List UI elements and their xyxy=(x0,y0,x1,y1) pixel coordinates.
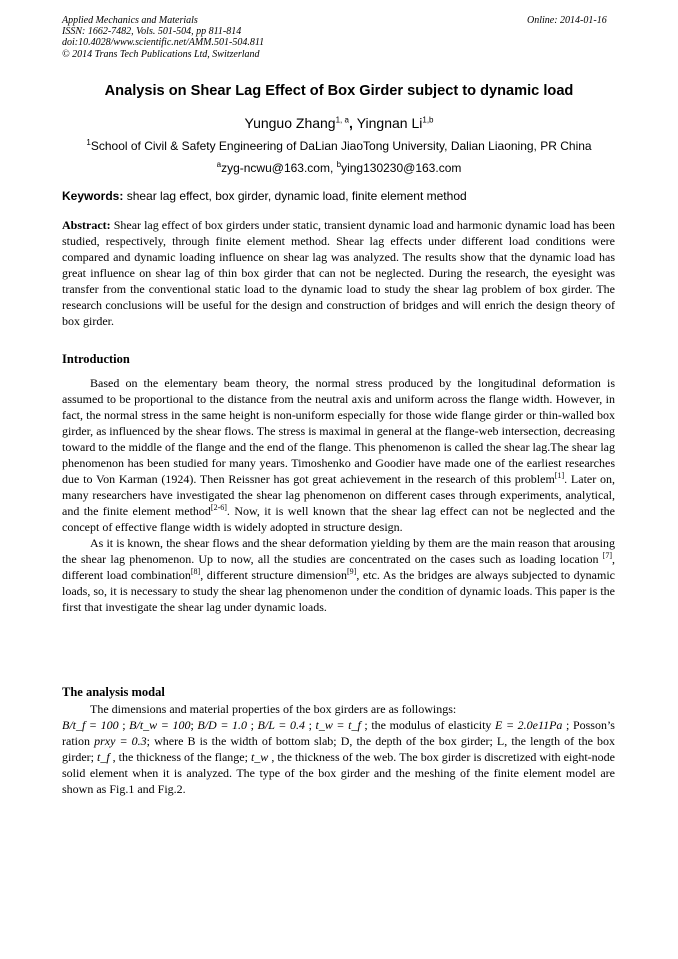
analysis-parameters: B/t_f = 100 ; B/t_w = 100; B/D = 1.0 ; B/L = 0.4 ; t_w = t_f ; the modulus of elasticity E = 2.0e11Pa ; Posson’s ration prxy = 0.3; where B is the width of bottom slab; D, the depth of the box girder; L, the length of the box girder; t_f , the thickness of the flange; t_w , the thickness of the web. The box girder is discretized with eight-node solid element when it is analyzed. The type of the box girder and the meshing of the finite element model are shown as Fig.1 and Fig.2. xyxy=(62,718,615,796)
definitions-text: , the thickness of the web. The box girder is discretized with eight-node solid element when it is analyzed. The type of the box girder and the meshing of the finite element model are shown as Fig.1 and Fig.2. xyxy=(62,750,615,796)
keywords-label: Keywords: xyxy=(62,189,124,203)
paper-title: Analysis on Shear Lag Effect of Box Girder subject to dynamic load xyxy=(104,83,574,99)
equation: prxy = 0.3 xyxy=(94,734,147,748)
author-sup: 1,b xyxy=(422,115,434,125)
citation: [2-6] xyxy=(210,503,227,512)
definitions-text: ; where B is the width of bottom slab; D, the depth of the box girder; L, the length of the box girder; xyxy=(62,734,615,764)
keywords xyxy=(62,189,467,203)
symbol: t_f xyxy=(97,750,110,764)
author-line xyxy=(0,115,678,131)
citation: [9] xyxy=(346,567,357,576)
abstract xyxy=(62,217,615,329)
email-sup-b: b xyxy=(336,160,342,169)
intro-text: . Later on, many researchers have investigated the shear lag phenomenon on different cases through experiments, analytical, and the finite element method xyxy=(62,472,616,518)
intro-text: , different load combination xyxy=(62,552,615,582)
equation: E = 2.0e11Pa xyxy=(495,718,563,732)
introduction-body xyxy=(62,375,615,615)
equation: t_w = t_f xyxy=(315,718,361,732)
symbol: t_w xyxy=(250,750,269,764)
journal-name: Applied Mechanics and Materials xyxy=(62,15,198,26)
citation: [8] xyxy=(190,567,201,576)
affiliation-text: School of Civil & Safety Engineering of DaLian JiaoTong University, Dalian Liaoning, PR China xyxy=(90,139,592,153)
analysis-intro: The dimensions and material properties of the box girders are as followings: xyxy=(90,702,457,716)
equation: B/t_w = 100 xyxy=(129,718,191,732)
abstract-text: Shear lag effect of box girders under static, transient dynamic load and harmonic dynamic load has been studied, respectively, through finite element method. Shear lag effects under different load conditions were compared and dynamic loading influence on shear lag was analyzed. The results show that the dynamic load has great influence on shear lag of thin box girder that can not be neglected. During the research, the eyesight was transfer from the conventional static load to the dynamic load to study the shear lag problem of box girder. The research conclusions will be useful for the design and construction of bridges and will enrich the design theory of box girder. xyxy=(62,218,615,328)
intro-text: . Now, it is well known that the shear lag effect can not be neglected and the concept of effective flange width is widely adopted in structure design. xyxy=(62,504,615,534)
citation: [7] xyxy=(602,551,612,560)
email-b: ying130230@163.com xyxy=(341,161,462,175)
author-name: Yunguo Zhang xyxy=(244,115,336,131)
author-name: Yingnan Li xyxy=(356,115,423,131)
author-sup: 1, a xyxy=(335,115,349,125)
section-heading-analysis: The analysis modal xyxy=(62,685,165,699)
affiliation-sup: 1 xyxy=(86,138,91,147)
affiliation xyxy=(0,139,678,153)
analysis-body xyxy=(62,701,615,797)
intro-text: , different structure dimension xyxy=(200,568,347,582)
poisson-text: Posson’s ration xyxy=(62,718,615,748)
author-emails xyxy=(0,161,678,175)
email-a: zyg-ncwu@163.com, xyxy=(221,161,337,175)
copyright-line: © 2014 Trans Tech Publications Ltd, Switzerland xyxy=(62,48,260,60)
definitions-text: , the thickness of the flange; xyxy=(109,750,251,764)
journal-header xyxy=(62,15,264,60)
citation: [1] xyxy=(554,471,565,480)
intro-text: Based on the elementary beam theory, the normal stress produced by the longitudinal deformation is assumed to be proportional to the distance from the neutral axis and uniform across the flange width. However, in fact, the normal stress in the same height is non-uniform especially for those wide flange girder or thin-walled box girder, as influenced by the shear flows. The stress is maximal in general at the flange-web intersection, decreasing toward to the middle of the flange and the end of the flange. This phenomenon is called the shear lag.The shear lag phenomenon has been studied for many years. Timoshenko and Goodier have made one of the earliest researches due to Von Karman (1924). Then Reissner has got great achievement in the research of this problem xyxy=(62,376,615,486)
intro-paragraph-1 xyxy=(62,375,615,535)
issn-line: ISSN: 1662-7482, Vols. 501-504, pp 811-814 xyxy=(62,26,242,38)
doi-line: doi:10.4028/www.scientific.net/AMM.501-504.811 xyxy=(62,37,265,49)
email-sup-a: a xyxy=(216,160,222,169)
intro-paragraph-2 xyxy=(62,535,615,615)
intro-text: As it is known, the shear flows and the shear deformation yielding by them are the main reason that arousing the shear lag phenomenon. Up to now, all the studies are concentrated on the cases such as loading location xyxy=(62,536,615,566)
modulus-text: the modulus of elasticity xyxy=(371,718,496,732)
equation: B/L = 0.4 xyxy=(257,718,305,732)
section-heading-introduction: Introduction xyxy=(62,352,130,366)
keywords-text: shear lag effect, box girder, dynamic load, finite element method xyxy=(123,189,467,203)
equation: B/D = 1.0 xyxy=(197,718,248,732)
online-date: Online: 2014-01-16 xyxy=(527,15,607,26)
equation: B/t_f = 100 xyxy=(62,718,119,732)
author-separator: , xyxy=(348,115,357,131)
abstract-label: Abstract: xyxy=(62,218,111,232)
intro-text: , etc. As the bridges are always subjected to dynamic loads, so, it is necessary to study the shear lag phenomenon under the condition of dynamic loads. This paper is the first that investigate the shear lag under dynamic loads. xyxy=(62,568,615,614)
